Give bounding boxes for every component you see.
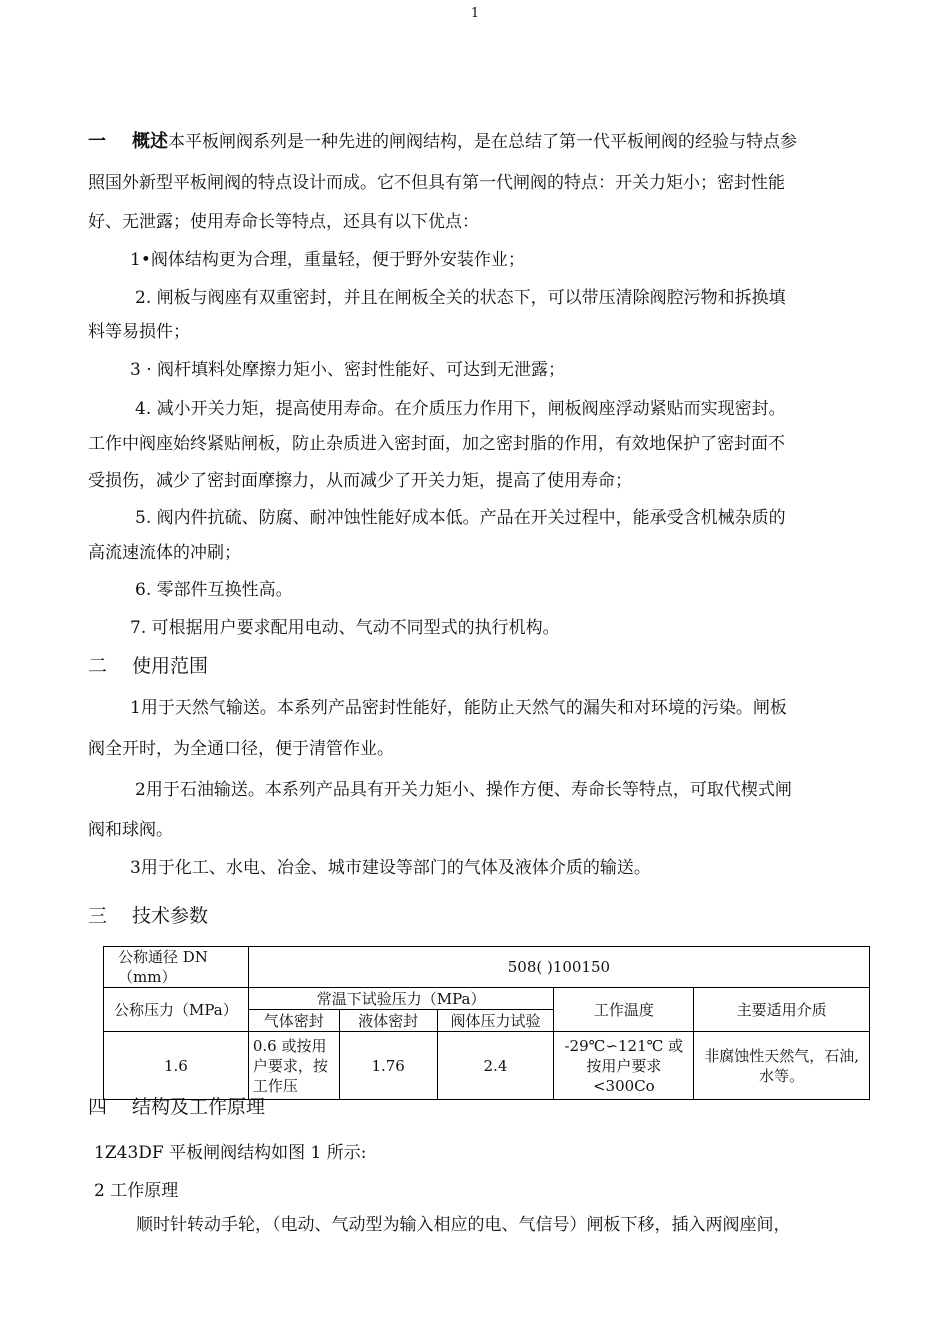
- section2-number: 二: [88, 655, 108, 677]
- list-item: 1•阀体结构更为合理，重量轻，便于野外安装作业；: [130, 250, 525, 270]
- table-row: [104, 947, 870, 988]
- body-line: 料等易损件；: [88, 322, 190, 342]
- section1-first-line: [88, 131, 797, 153]
- body-line: 1Z43DF 平板闸阀结构如图 1 所示:: [94, 1143, 367, 1163]
- list-item: 3 · 阀杆填料处摩擦力矩小、密封性能好、可达到无泄露；: [130, 360, 566, 380]
- body-line: 工作中阀座始终紧贴闸板，防止杂质进入密封面，加之密封脂的作用，有效地保护了密封面不: [88, 434, 785, 454]
- body-line: 高流速流体的冲刷；: [88, 543, 241, 563]
- list-item: 5. 阀内件抗硫、防腐、耐冲蚀性能好成本低。产品在开关过程中，能承受含机械杂质的: [135, 508, 786, 528]
- work-temp-value-cell: -29℃∽121℃ 或按用户要求 <300Co: [554, 1032, 694, 1100]
- liquid-seal-value-cell: 1.76: [339, 1032, 437, 1100]
- body-line: 受损伤，减少了密封面摩擦力，从而减少了开关力矩，提高了使用寿命；: [88, 471, 632, 491]
- dn-value-cell: 508( )100150: [248, 947, 869, 988]
- list-item: 7. 可根据用户要求配用电动、气动不同型式的执行机构。: [130, 618, 560, 638]
- body-line: 2用于石油输送。本系列产品具有开关力矩小、操作方便、寿命长等特点，可取代楔式闸: [135, 780, 792, 800]
- section3-heading: [88, 904, 208, 928]
- body-line: 好、无泄露；使用寿命长等特点，还具有以下优点：: [88, 212, 479, 232]
- pressure-value-cell: 1.6: [104, 1032, 249, 1100]
- liquid-seal-label-cell: 液体密封: [339, 1010, 437, 1032]
- dn-label-cell: 公称通径 DN（mm）: [104, 947, 249, 988]
- body-line: 1用于天然气输送。本系列产品密封性能好，能防止天然气的漏失和对环境的污染。闸板: [130, 698, 787, 718]
- body-test-value-cell: 2.4: [437, 1032, 554, 1100]
- section4-title: 结构及工作原理: [132, 1096, 266, 1118]
- gas-seal-value-cell: 0.6 或按用户要求，按工作压: [248, 1032, 339, 1100]
- section3-number: 三: [88, 905, 108, 927]
- body-line: 顺时针转动手轮，（电动、气动型为输入相应的电、气信号）闸板下移，插入两阀座间，: [136, 1215, 791, 1235]
- gas-seal-label-cell: 气体密封: [248, 1010, 339, 1032]
- work-temp-label-cell: 工作温度: [554, 988, 694, 1032]
- section1-title: 概述: [132, 131, 168, 152]
- body-line: 2 工作原理: [94, 1181, 179, 1201]
- body-line: 阀和球阀。: [88, 820, 173, 840]
- test-pressure-label-cell: 常温下试验压力（MPa）: [248, 988, 554, 1010]
- section4-heading: [88, 1095, 265, 1119]
- body-line: 照国外新型平板闸阀的特点设计而成。它不但具有第一代闸阀的特点：开关力矩小；密封性能: [88, 173, 785, 193]
- body-test-label-cell: 阀体压力试验: [437, 1010, 554, 1032]
- pressure-label-cell: 公称压力（MPa）: [104, 988, 249, 1032]
- section2-heading: [88, 654, 208, 678]
- section1-text: 本平板闸阀系列是一种先进的闸阀结构，是在总结了第一代平板闸阀的经验与特点参: [168, 132, 797, 152]
- table-row: [104, 1032, 870, 1100]
- section3-title: 技术参数: [132, 905, 209, 927]
- body-line: 阀全开时，为全通口径，便于清管作业。: [88, 739, 394, 759]
- section4-number: 四: [88, 1096, 108, 1118]
- table-row: [104, 988, 870, 1010]
- medium-value-cell: 非腐蚀性天然气，石油,水等。: [694, 1032, 870, 1100]
- page-number: 1: [470, 6, 480, 21]
- medium-label-cell: 主要适用介质: [694, 988, 870, 1032]
- list-item: 6. 零部件互换性高。: [135, 580, 293, 600]
- technical-parameters-table: [103, 946, 870, 1100]
- list-item: 2. 闸板与阀座有双重密封，并且在闸板全关的状态下，可以带压清除阀腔污物和拆换填: [135, 288, 786, 308]
- body-line: 3用于化工、水电、冶金、城市建设等部门的气体及液体介质的输送。: [130, 858, 651, 878]
- section2-title: 使用范围: [132, 655, 209, 677]
- list-item: 4. 减小开关力矩，提高使用寿命。在介质压力作用下，闸板阀座浮动紧贴而实现密封。: [135, 399, 786, 419]
- section1-number: 一: [88, 131, 106, 152]
